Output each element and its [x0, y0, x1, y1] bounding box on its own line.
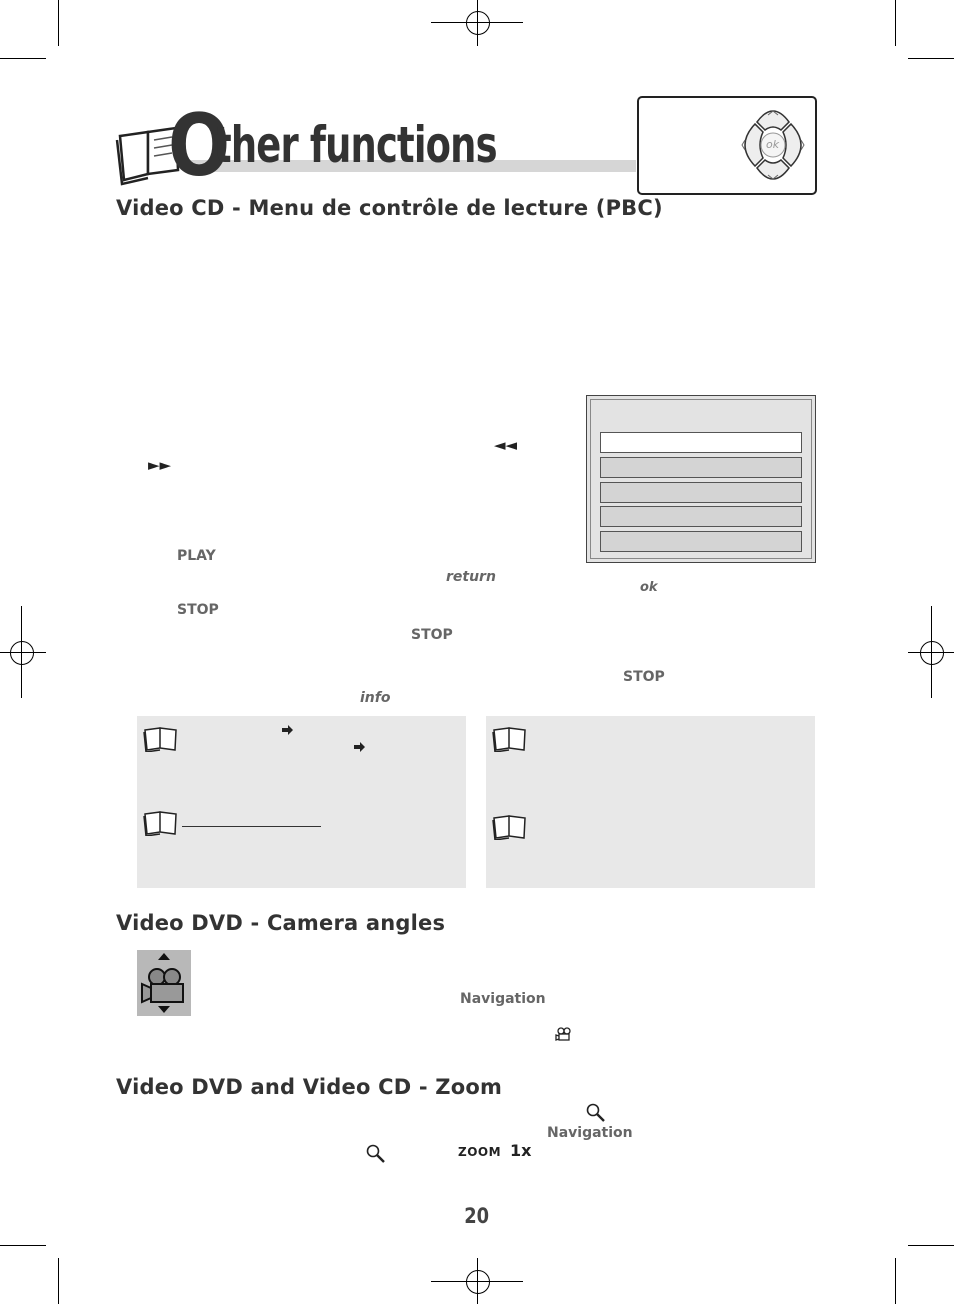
section-title-zoom: Video DVD and Video CD - Zoom [116, 1075, 503, 1099]
zoom-label: ZOOM [458, 1145, 502, 1159]
keyword-stop-1: STOP [177, 602, 219, 618]
keyword-info: info [360, 690, 391, 706]
keyword-stop-2: STOP [411, 627, 453, 643]
rewind-symbol: ◄◄ [494, 436, 518, 454]
note-box-left [137, 716, 466, 888]
book-icon [492, 814, 528, 840]
magnifier-icon [365, 1143, 387, 1165]
camera-icon [137, 950, 191, 1016]
pbc-menu-slot [600, 482, 802, 503]
camera-small-icon [555, 1026, 573, 1044]
keyword-navigation-angles: Navigation [460, 991, 546, 1007]
keyword-stop-3: STOP [623, 669, 665, 685]
note-underline [182, 826, 321, 827]
page-title: ther functions [214, 116, 497, 174]
book-icon [492, 726, 528, 752]
keyword-ok: ok [640, 580, 658, 595]
keyword-return: return [446, 569, 496, 585]
camera-angle-icon-box [137, 950, 191, 1016]
magnifier-icon [585, 1102, 607, 1124]
forward-symbol: ►► [148, 456, 172, 474]
remote-navigation-pad [637, 96, 817, 195]
note-box-right [486, 716, 815, 888]
keyword-navigation-zoom: Navigation [547, 1125, 633, 1141]
pbc-menu-slot [600, 531, 802, 552]
zoom-value: 1x [510, 1141, 532, 1160]
title-initial: O [168, 96, 229, 196]
page-number: 20 [464, 1204, 490, 1228]
arrow-right-icon [281, 724, 295, 736]
keyword-play: PLAY [177, 548, 216, 564]
pbc-menu-slot [600, 506, 802, 527]
section-title-pbc: Video CD - Menu de contrôle de lecture (PBC) [116, 196, 663, 220]
pbc-menu-slot [600, 457, 802, 478]
pbc-menu-illustration [586, 395, 816, 563]
pbc-menu-slot-selected [600, 432, 802, 453]
section-title-camera-angles: Video DVD - Camera angles [116, 911, 446, 935]
arrow-right-icon [353, 741, 367, 753]
book-icon [143, 726, 179, 752]
remote-ok-label: ok [766, 138, 780, 151]
book-icon [143, 810, 179, 836]
